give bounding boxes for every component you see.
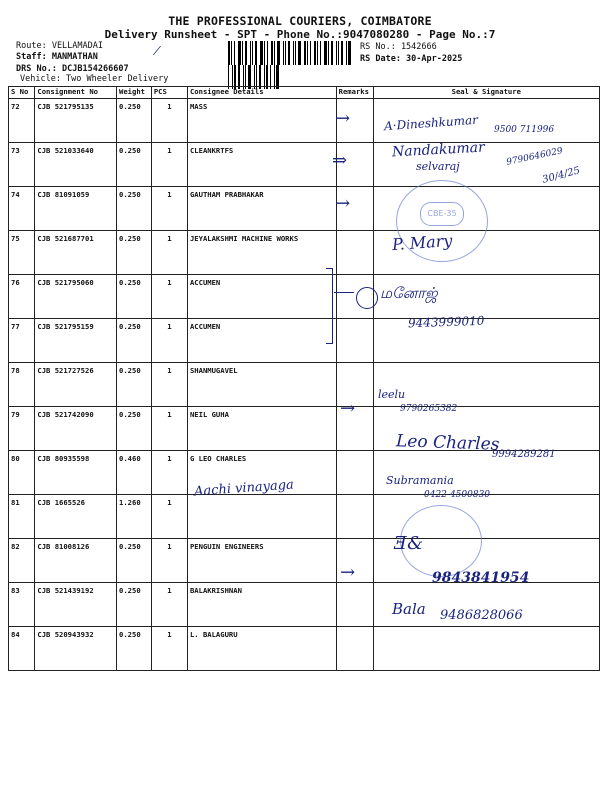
cell-pcs: 1 bbox=[151, 407, 187, 451]
cell-seal-signature bbox=[373, 451, 599, 495]
cell-consignee: GAUTHAM PRABHAKAR bbox=[187, 187, 336, 231]
circle-mark bbox=[356, 287, 378, 309]
barcode-bar bbox=[304, 41, 306, 65]
cell-remarks bbox=[336, 627, 373, 671]
phone-handwritten: 9994289281 bbox=[492, 449, 556, 460]
signature: leelu bbox=[378, 388, 406, 401]
barcode bbox=[228, 41, 353, 65]
cell-wt: 0.250 bbox=[117, 275, 152, 319]
cell-pcs: 1 bbox=[151, 363, 187, 407]
cell-sno: 76 bbox=[9, 275, 35, 319]
cell-consignee: SHANMUGAVEL bbox=[187, 363, 336, 407]
phone-handwritten: 9486828066 bbox=[440, 608, 523, 623]
cell-cn: CJB 1665526 bbox=[35, 495, 117, 539]
cell-sno: 80 bbox=[9, 451, 35, 495]
barcode-bar bbox=[295, 41, 296, 65]
barcode-bar bbox=[277, 41, 280, 65]
barcode-bar bbox=[298, 41, 301, 65]
cell-wt: 0.460 bbox=[117, 451, 152, 495]
barcode-bar bbox=[274, 41, 275, 65]
cell-cn: CJB 521033640 bbox=[35, 143, 117, 187]
barcode-bar bbox=[234, 41, 235, 65]
cell-cn: CJB 521742090 bbox=[35, 407, 117, 451]
barcode-bar bbox=[242, 41, 243, 65]
col-header: S No bbox=[9, 87, 35, 99]
stamp-code: CBE-35 bbox=[420, 202, 464, 226]
arrow-mark: → bbox=[335, 108, 351, 129]
date-handwritten: 30/4/25 bbox=[541, 165, 582, 186]
cell-sno: 75 bbox=[9, 231, 35, 275]
cell-cn: CJB 521795159 bbox=[35, 319, 117, 363]
rs-number: RS No.: 1542666 bbox=[360, 42, 437, 52]
cell-seal-signature bbox=[373, 627, 599, 671]
rs-date: RS Date: 30-Apr-2025 bbox=[360, 54, 463, 64]
cell-sno: 83 bbox=[9, 583, 35, 627]
cell-wt: 0.250 bbox=[117, 407, 152, 451]
signature: P. Mary bbox=[391, 230, 453, 255]
cell-sno: 82 bbox=[9, 539, 35, 583]
signature: A·Dineshkumar bbox=[383, 112, 479, 134]
col-header: Remarks bbox=[336, 87, 373, 99]
signature-mark: Ǝ& bbox=[394, 533, 424, 554]
cell-remarks bbox=[336, 495, 373, 539]
table-row bbox=[9, 187, 600, 231]
cell-consignee: JEYALAKSHMI MACHINE WORKS bbox=[187, 231, 336, 275]
cell-sno: 79 bbox=[9, 407, 35, 451]
barcode-bar bbox=[320, 41, 321, 65]
barcode-bar bbox=[285, 41, 286, 65]
barcode-bar bbox=[228, 41, 230, 65]
barcode-bar bbox=[341, 41, 343, 65]
cell-consignee: ACCUMEN bbox=[187, 275, 336, 319]
barcode-bar bbox=[346, 41, 347, 65]
cell-cn: CJB 521795135 bbox=[35, 99, 117, 143]
cell-sno: 81 bbox=[9, 495, 35, 539]
cell-cn: CJB 521727526 bbox=[35, 363, 117, 407]
arrow-mark: → bbox=[335, 193, 351, 214]
barcode-bar bbox=[331, 41, 333, 65]
barcode-bar bbox=[307, 41, 308, 65]
cell-consignee: NEIL GUHA bbox=[187, 407, 336, 451]
drs-number: DRS No.: DCJB154266607 bbox=[16, 64, 129, 74]
cell-consignee: ACCUMEN bbox=[187, 319, 336, 363]
cell-wt: 0.250 bbox=[117, 539, 152, 583]
cell-wt: 0.250 bbox=[117, 363, 152, 407]
cell-wt: 1.260 bbox=[117, 495, 152, 539]
cell-consignee: CLEANKRTFS bbox=[187, 143, 336, 187]
cell-consignee: BALAKRISHNAN bbox=[187, 583, 336, 627]
phone-handwritten: 9790646029 bbox=[505, 146, 564, 168]
barcode-bar bbox=[317, 41, 318, 65]
cell-pcs: 1 bbox=[151, 627, 187, 671]
tick-mark: ⁄ bbox=[156, 44, 159, 58]
phone-handwritten: 9443999010 bbox=[407, 313, 485, 331]
cell-pcs: 1 bbox=[151, 275, 187, 319]
col-header: PCS bbox=[151, 87, 187, 99]
cell-sno: 78 bbox=[9, 363, 35, 407]
vehicle-label: Vehicle: Two Wheeler Delivery bbox=[20, 74, 169, 84]
signature: Subramania bbox=[386, 474, 454, 487]
cell-wt: 0.250 bbox=[117, 319, 152, 363]
cell-sno: 73 bbox=[9, 143, 35, 187]
table-row bbox=[9, 363, 600, 407]
col-header: Weight bbox=[117, 87, 152, 99]
barcode-bar bbox=[328, 41, 329, 65]
route-label: Route: VELLAMADAI bbox=[16, 41, 103, 51]
arrow-mark: ⇒ bbox=[332, 150, 348, 171]
cell-cn: CJB 521795060 bbox=[35, 275, 117, 319]
barcode-bar bbox=[314, 41, 316, 65]
table-row bbox=[9, 275, 600, 319]
signature: selvaraj bbox=[416, 160, 460, 173]
barcode-bar bbox=[324, 41, 327, 65]
cell-wt: 0.250 bbox=[117, 187, 152, 231]
table-row bbox=[9, 407, 600, 451]
table-row bbox=[9, 99, 600, 143]
cell-pcs: 1 bbox=[151, 231, 187, 275]
cell-wt: 0.250 bbox=[117, 99, 152, 143]
signature: மனோஜ் bbox=[380, 284, 438, 302]
bracket-mark bbox=[326, 268, 333, 344]
signature: Leo Charles bbox=[395, 431, 500, 455]
document-subtitle: Delivery Runsheet - SPT - Phone No.:9047080280 - Page No.:7 bbox=[104, 28, 496, 41]
phone-handwritten: 0422-4500830 bbox=[424, 490, 491, 500]
cell-cn: CJB 520943932 bbox=[35, 627, 117, 671]
bracket-link bbox=[334, 292, 354, 293]
cell-pcs: 1 bbox=[151, 495, 187, 539]
table-row bbox=[9, 231, 600, 275]
signature: Bala bbox=[392, 600, 426, 618]
cell-wt: 0.250 bbox=[117, 143, 152, 187]
cell-pcs: 1 bbox=[151, 583, 187, 627]
cell-pcs: 1 bbox=[151, 539, 187, 583]
arrow-mark: → bbox=[340, 562, 356, 583]
cell-consignee: MASS bbox=[187, 99, 336, 143]
barcode-bar bbox=[267, 41, 268, 65]
phone-handwritten: 9843841954 bbox=[432, 570, 530, 586]
col-header: Seal & Signature bbox=[373, 87, 599, 99]
cell-cn: CJB 81008126 bbox=[35, 539, 117, 583]
barcode-bar bbox=[255, 41, 257, 65]
barcode-bar bbox=[293, 41, 294, 65]
phone-handwritten: 9790265382 bbox=[400, 404, 458, 414]
cell-sno: 77 bbox=[9, 319, 35, 363]
barcode-bar bbox=[252, 41, 253, 65]
barcode-bar bbox=[245, 41, 247, 65]
cell-remarks bbox=[336, 319, 373, 363]
barcode-bar bbox=[348, 41, 351, 65]
cell-remarks bbox=[336, 583, 373, 627]
col-header: Consignee Details bbox=[187, 87, 336, 99]
document-title: THE PROFESSIONAL COURIERS, COIMBATORE bbox=[168, 14, 432, 28]
barcode-bar bbox=[264, 41, 265, 65]
cell-wt: 0.250 bbox=[117, 583, 152, 627]
cell-cn: CJB 81091059 bbox=[35, 187, 117, 231]
table-row bbox=[9, 627, 600, 671]
staff-label: Staff: MANMATHAN bbox=[16, 52, 98, 62]
cell-pcs: 1 bbox=[151, 451, 187, 495]
cell-consignee: L. BALAGURU bbox=[187, 627, 336, 671]
arrow-mark: → bbox=[340, 398, 356, 419]
barcode-bar bbox=[338, 41, 339, 65]
cell-sno: 84 bbox=[9, 627, 35, 671]
cell-cn: CJB 521687701 bbox=[35, 231, 117, 275]
cell-cn: CJB 80935598 bbox=[35, 451, 117, 495]
cell-sno: 72 bbox=[9, 99, 35, 143]
table-row bbox=[9, 495, 600, 539]
cell-pcs: 1 bbox=[151, 319, 187, 363]
cell-cn: CJB 521439192 bbox=[35, 583, 117, 627]
barcode-bar bbox=[260, 41, 263, 65]
barcode-bar bbox=[231, 41, 232, 65]
table-header-row bbox=[9, 87, 600, 99]
cell-sno: 74 bbox=[9, 187, 35, 231]
cell-consignee bbox=[187, 495, 336, 539]
barcode-bar bbox=[250, 41, 251, 65]
table-row bbox=[9, 319, 600, 363]
signature: Nandakumar bbox=[391, 139, 486, 161]
cell-wt: 0.250 bbox=[117, 231, 152, 275]
barcode-bar bbox=[310, 41, 311, 65]
cell-seal-signature bbox=[373, 363, 599, 407]
barcode-bar bbox=[336, 41, 337, 65]
consignee-handwritten: Aachi vinayaga bbox=[193, 477, 295, 500]
cell-pcs: 1 bbox=[151, 143, 187, 187]
cell-pcs: 1 bbox=[151, 99, 187, 143]
cell-remarks bbox=[336, 451, 373, 495]
cell-remarks bbox=[336, 231, 373, 275]
barcode-bar bbox=[288, 41, 290, 65]
cell-consignee: G LEO CHARLES bbox=[187, 451, 336, 495]
barcode-bar bbox=[238, 41, 241, 65]
cell-pcs: 1 bbox=[151, 187, 187, 231]
cell-consignee: PENGUIN ENGINEERS bbox=[187, 539, 336, 583]
col-header: Consignment No bbox=[35, 87, 117, 99]
cell-seal-signature bbox=[373, 319, 599, 363]
barcode-bar bbox=[271, 41, 273, 65]
phone-handwritten: 9500 711996 bbox=[494, 125, 555, 135]
barcode-bar bbox=[283, 41, 284, 65]
cell-wt: 0.250 bbox=[117, 627, 152, 671]
